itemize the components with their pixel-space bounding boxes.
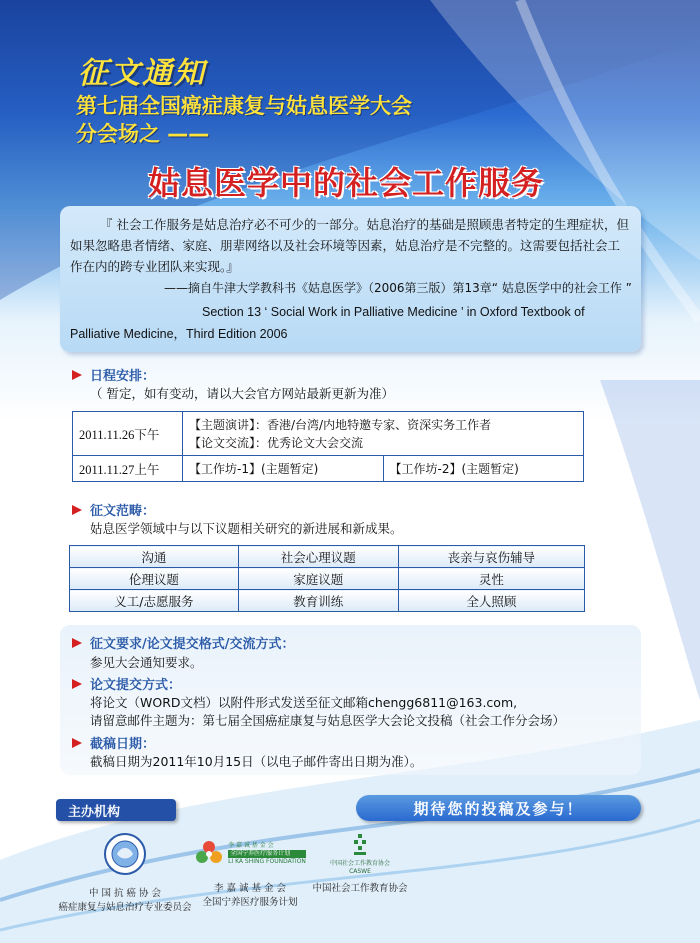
schedule-heading-label: 日程安排： — [90, 369, 156, 384]
organizer-3 — [300, 832, 420, 896]
arrow-icon — [72, 504, 84, 516]
organizer-2-name: 李 嘉 诚 基 金 会 — [213, 883, 287, 894]
topic-cell: 沟通 — [70, 546, 239, 568]
deadline-heading-label: 截稿日期： — [90, 737, 156, 752]
logo-abbreviation: CASWE — [349, 868, 371, 875]
deadline-text: 截稿日期为2011年10月15日（以电子邮件寄出日期为准）。 — [90, 754, 423, 769]
likashing-logo — [190, 832, 310, 876]
schedule-heading — [72, 365, 155, 384]
topic-cell: 丧亲与哀伤辅导 — [398, 546, 584, 568]
caswe-logo — [300, 832, 420, 876]
submission-heading-label: 论文提交方式： — [90, 678, 182, 693]
table-row — [73, 412, 584, 456]
organizer-1-name: 中 国 抗 癌 协 会 — [88, 888, 162, 899]
organizer-1-subname: 癌症康复与姑息治疗专业委员会 — [58, 902, 192, 913]
quote-box — [60, 206, 641, 352]
requirements-heading — [72, 633, 295, 652]
quote-source-en: Section 13 ‘ Social Work in Palliative Medicine ’ in Oxford Textbook of Palliative Medicine，Third Edition 2006 — [70, 305, 585, 341]
quote-text: 『 社会工作服务是姑息治疗必不可少的一部分。姑息治疗的基础是照顾患者特定的生理症状，但如果忽略患者情绪、家庭、朋辈网络以及社会环境等因素，姑息治疗是不完整的。这需要包括社会工作在内的跨专业团队来实现。』 — [70, 217, 629, 274]
schedule-event: 【主题演讲】：香港/台湾/内地特邀专家、资深实务工作者 — [189, 417, 492, 432]
topics-table — [69, 545, 585, 612]
organizers-label: 主办机构 — [56, 799, 176, 821]
flower-icon — [194, 839, 224, 869]
requirements-heading-label: 征文要求/论文提交格式/交流方式： — [90, 637, 295, 652]
header — [0, 0, 700, 200]
organizer-2 — [190, 832, 310, 910]
schedule-note: （ 暂定，如有变动，请以大会官方网站最新更新为准） — [90, 386, 394, 401]
quote-source-cn: ——摘自牛津大学教科书《姑息医学》（2006第三版）第13章“ 姑息医学中的社会工作 ” — [164, 281, 632, 295]
topic-cell: 社会心理议题 — [238, 546, 398, 568]
schedule-date: 2011.11.27上午 — [73, 456, 183, 482]
topic-cell: 全人照顾 — [398, 590, 584, 612]
scope-text: 姑息医学领域中与以下议题相关研究的新进展和新成果。 — [90, 521, 403, 536]
table-row — [70, 568, 585, 590]
logo-caption: LI KA SHING FOUNDATION — [228, 858, 306, 865]
session-topic: 姑息医学中的社会工作服务 — [148, 164, 545, 202]
topic-cell: 家庭议题 — [238, 568, 398, 590]
scope-heading — [72, 500, 155, 519]
session-label: 分会场之 —— — [76, 122, 210, 146]
submission-heading — [72, 674, 181, 693]
topic-cell: 教育训练 — [238, 590, 398, 612]
call-to-action: 期待您的投稿及参与！ — [356, 795, 641, 821]
topic-cell: 灵性 — [398, 568, 584, 590]
logo-caption: 全国宁养医疗服务计划 — [228, 850, 306, 858]
table-row — [70, 546, 585, 568]
conference-name: 第七届全国癌症康复与姑息医学大会 — [76, 94, 412, 118]
logo-caption: 李 嘉 诚 基 金 会 — [228, 842, 274, 849]
caswe-mark-icon — [352, 834, 368, 860]
arrow-icon — [72, 369, 84, 381]
cancer-association-logo-icon — [99, 832, 151, 876]
deadline-heading — [72, 733, 155, 752]
schedule-events — [183, 412, 584, 456]
arrow-icon — [72, 678, 84, 690]
organizer-3-name: 中国社会工作教育协会 — [312, 883, 408, 894]
requirements-text: 参见大会通知要求。 — [90, 655, 203, 670]
topic-cell: 义工/志愿服务 — [70, 590, 239, 612]
submission-line-2: 请留意邮件主题为：第七届全国癌症康复与姑息医学大会论文投稿（社会工作分会场） — [90, 713, 566, 728]
logo-caption: 中国社会工作教育协会 — [329, 860, 390, 867]
schedule-event: 【论文交流】：优秀论文大会交流 — [189, 435, 364, 450]
arrow-icon — [72, 637, 84, 649]
schedule-date: 2011.11.26下午 — [73, 412, 183, 456]
organizer-2-subname: 全国宁养医疗服务计划 — [202, 897, 298, 908]
page-title: 征文通知 — [78, 56, 206, 91]
table-row — [70, 590, 585, 612]
scope-heading-label: 征文范畴： — [90, 504, 156, 519]
topic-cell: 伦理议题 — [70, 568, 239, 590]
arrow-icon — [72, 737, 84, 749]
workshop-1: 【工作坊-1】(主题暂定) — [183, 456, 384, 482]
organizer-1 — [50, 832, 200, 915]
submission-line-1: 将论文（WORD文档）以附件形式发送至征文邮箱chengg6811@163.com, — [90, 695, 518, 710]
schedule-table — [72, 411, 584, 482]
table-row — [73, 456, 584, 482]
workshop-2: 【工作坊-2】(主题暂定) — [383, 456, 584, 482]
